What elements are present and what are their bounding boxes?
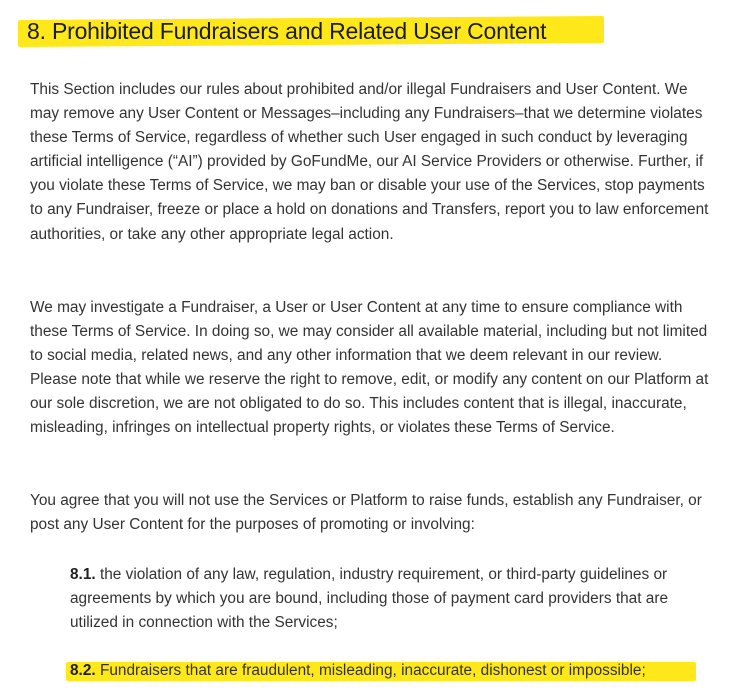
paragraph-agreement: You agree that you will not use the Services or Platform to raise funds, establish any Fundraiser, or post any User Content for the purposes of promoting or involving:: [30, 492, 702, 534]
section-heading: 8. Prohibited Fundraisers and Related User Content: [27, 18, 547, 44]
list-item-number: 8.2.: [70, 662, 96, 679]
list-item-text: the violation of any law, regulation, industry requirement, or third-party guidelines or agreements by which you are bound, including those of payment card providers that are utilized in connection with the Services;: [70, 566, 669, 632]
paragraph-removal-rules: This Section includes our rules about prohibited and/or illegal Fundraisers and User Content. We may remove any User Content or Messages–including any Fundraisers–that we determine violates these Terms of Service, regardless of whether such User engaged in such conduct by leveraging artificial intelligence (“AI”) provided by GoFundMe, our AI Service Providers or otherwise. Further, if you violate these Terms of Service, we may ban or disable your use of the Services, stop payments to any Fundraiser, freeze or place a hold on donations and Transfers, report you to law enforcement authorities, or take any other appropriate legal action.: [30, 81, 709, 243]
list-item-text: Fundraisers that are fraudulent, misleading, inaccurate, dishonest or impossible;: [99, 662, 646, 679]
list-item: [70, 563, 710, 635]
paragraph-investigation: We may investigate a Fundraiser, a User or User Content at any time to ensure compliance with these Terms of Service. In doing so, we may consider all available material, including but not limited to social media, related news, and any other information that we deem relevant in our review. Please note that while we reserve the right to remove, edit, or modify any content on our Platform at our sole discretion, we are not obligated to do so. This includes content that is illegal, inaccurate, misleading, infringes on intellectual property rights, or violates these Terms of Service.: [30, 299, 709, 437]
list-item: [70, 659, 710, 683]
section-heading-container: [18, 14, 546, 48]
list-item-number: 8.1.: [70, 566, 96, 583]
